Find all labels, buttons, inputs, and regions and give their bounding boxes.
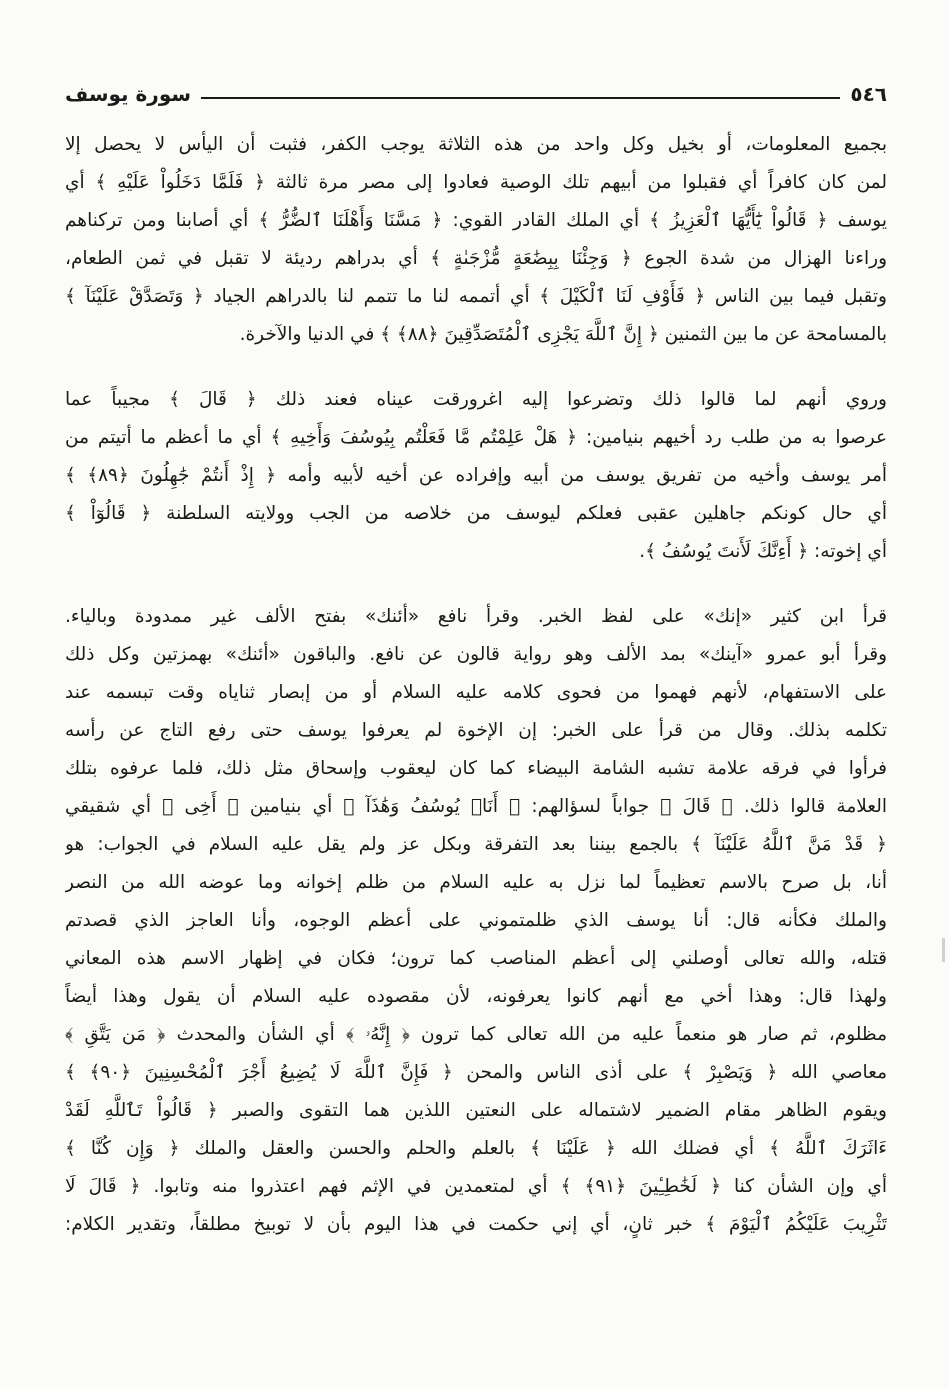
text-line: على الاستفهام، لأنهم فهموا من فحوى كلامه عليه السلام أو من إبصار ثناياه وقت تبسمه عند [65, 682, 887, 703]
text-line: وروي أنهم لما قالوا ذلك وتضرعوا إليه اغرورقت عيناه فعند ذلك ﴿ قَالَ ﴾ مجيباً عما [65, 389, 887, 410]
text-line: أي وإن الشأن كنا ﴿ لَخَٰطِـِٔينَ ﴿٩١﴾ ﴾ أي لمتعمدين في الإثم فهم اعتذروا منه وتابوا. ﴿ قَالَ لَا [65, 1176, 887, 1197]
text-line: ﴿ قَدْ مَنَّ ٱللَّهُ عَلَيْنَآ ﴾ بالجمع بيننا بعد التفرقة وبكل عز ولم يقل عليه السلام في الجواب: هو [65, 834, 887, 855]
text-line: قرأ ابن كثير «إنك» على لفظ الخبر. وقرأ نافع «أئنك» بفتح الألف غير ممدودة وبالياء. [65, 606, 887, 627]
text-line: فرأوا في فرقه علامة تشبه الشامة البيضاء كما كان ليعقوب وإسحاق مثل ذلك، فلما عرفوه بتلك [65, 758, 887, 779]
scan-margin-mark [942, 938, 945, 962]
text-line: أنا، بل صرح بالاسم تعظيماً لما نزل به عليه السلام من ظلم إخوانه وما عوضه الله من النصر [65, 872, 887, 893]
text-line: وراءنا الهزال من شدة الجوع ﴿ وَجِئْنَا بِبِضَٰعَةٍ مُّزْجَىٰةٍ ﴾ أي بدراهم رديئة لا تقبل في ثمن الطعام، [65, 248, 887, 269]
text-line: أي إخوته: ﴿ أَءِنَّكَ لَأَنتَ يُوسُفُ ﴾. [639, 541, 887, 562]
text-line: والملك فكأنه قال: أنا يوسف الذي ظلمتموني على أعظم الوجوه، وأنا العاجز الذي قصدتم [65, 910, 887, 931]
surah-title: سورة يوسف [65, 82, 192, 106]
text-line: العلامة قالوا ذلك. ﴿ قَالَ ﴾ جواباً لسؤالهم: ﴿ أَنَا۠ يُوسُفُ وَهَٰذَآ ﴾ أي بنيامين ﴿ أَخِى ﴾ أي شقيقي [65, 796, 887, 817]
text-line: ولهذا قال: وهذا أخي مع أنهم كانوا يعرفونه، لأن مقصوده عليه السلام أن يقول وهذا أيضاً [65, 986, 887, 1007]
text-line: مظلوم، ثم صار هو منعماً عليه من الله تعالى كما ترون ﴿ إِنَّهُۥ ﴾ أي الشأن والمحدث ﴿ مَن يَتَّقِ ﴾ [65, 1024, 887, 1045]
paragraph-1 [65, 126, 887, 354]
text-line: أي حال كونكم جاهلين عقبى فعلكم ليوسف من خلاصه من الجب وولايته السلطنة ﴿ قَالُوٓاْ ﴾ [65, 503, 887, 524]
text-line: بجميع المعلومات، أو بخيل وكل واحد من هذه الثلاثة يوجب الكفر، فثبت أن اليأس لا يحصل إلا [65, 134, 887, 155]
text-line: يوسف ﴿ قَالُواْ يَٰٓأَيُّهَا ٱلْعَزِيزُ ﴾ أي الملك القادر القوي: ﴿ مَسَّنَا وَأَهْلَنَا ٱلضُّرُّ ﴾ أي أصابنا ومن تركناهم [65, 210, 887, 231]
paragraph-gap [65, 571, 887, 598]
text-line: قتله، والله تعالى أوصلني إلى أعظم المناصب كما ترون؛ فكان في إظهار الاسم هذه المعاني [65, 948, 887, 969]
text-line: ءَاثَرَكَ ٱللَّهُ ﴾ أي فضلك الله ﴿ عَلَيْنَا ﴾ بالعلم والحلم والحسن والعقل والملك ﴿ وَإِن كُنَّا ﴾ [65, 1138, 887, 1159]
paragraph-2 [65, 381, 887, 571]
text-line: تكلمه بذلك. وقال من قرأ على الخبر: إن الإخوة لم يعرفوا يوسف حتى رفع التاج عن رأسه [65, 720, 887, 741]
text-line: عرصوا به من طلب رد أخيهم بنيامين: ﴿ هَلْ عَلِمْتُم مَّا فَعَلْتُم بِيُوسُفَ وَأَخِيهِ ﴾ أي ما أعظم ما أتيتم من [65, 427, 887, 448]
text-line: تَثْرِيبَ عَلَيْكُمُ ٱلْيَوْمَ ﴾ خبر ثانٍ، أي إني حكمت في هذا اليوم بأن لا توبيخ مطلقاً، وتقدير الكلام: [65, 1214, 887, 1235]
header-rule [201, 97, 840, 99]
page-number: ٥٤٦ [850, 82, 887, 106]
paragraph-3 [65, 598, 887, 1244]
text-line: ويقوم الظاهر مقام الضمير لاشتماله على النعتين اللذين هما التقوى والصبر ﴿ قَالُواْ تَٱللَّهِ لَقَدْ [65, 1100, 887, 1121]
text-line: معاصي الله ﴿ وَيَصْبِرْ ﴾ على أذى الناس والمحن ﴿ فَإِنَّ ٱللَّهَ لَا يُضِيعُ أَجْرَ ٱلْمُحْسِنِينَ ﴿٩٠﴾ ﴾ [65, 1062, 887, 1083]
text-line: لمن كان كافراً أي فقبلوا من أبيهم تلك الوصية فعادوا إلى مصر مرة ثالثة ﴿ فَلَمَّا دَخَلُواْ عَلَيْهِ ﴾ أي [65, 172, 887, 193]
text-line: وقرأ أبو عمرو «آينك» بمد الألف وهو رواية قالون عن نافع. والباقون «أئنك» بهمزتين وكل ذلك [65, 644, 887, 665]
text-line: أمر يوسف وأخيه من تفريق يوسف من أبيه وإفراده عن أخيه لأبيه وأمه ﴿ إِذْ أَنتُمْ جَٰهِلُونَ ﴿٨٩﴾ ﴾ [65, 465, 887, 486]
text-line: وتقبل فيما بين الناس ﴿ فَأَوْفِ لَنَا ٱلْكَيْلَ ﴾ أي أتممه لنا ما تتمم لنا بالدراهم الجياد ﴿ وَتَصَدَّقْ عَلَيْنَآ ﴾ [65, 286, 887, 307]
paragraph-gap [65, 354, 887, 381]
page-body [65, 126, 887, 1244]
text-line: بالمسامحة عن ما بين الثمنين ﴿ إِنَّ ٱللَّهَ يَجْزِى ٱلْمُتَصَدِّقِينَ ﴿٨٨﴾ ﴾ في الدنيا والآخرة. [239, 324, 887, 345]
page-header [65, 78, 887, 110]
